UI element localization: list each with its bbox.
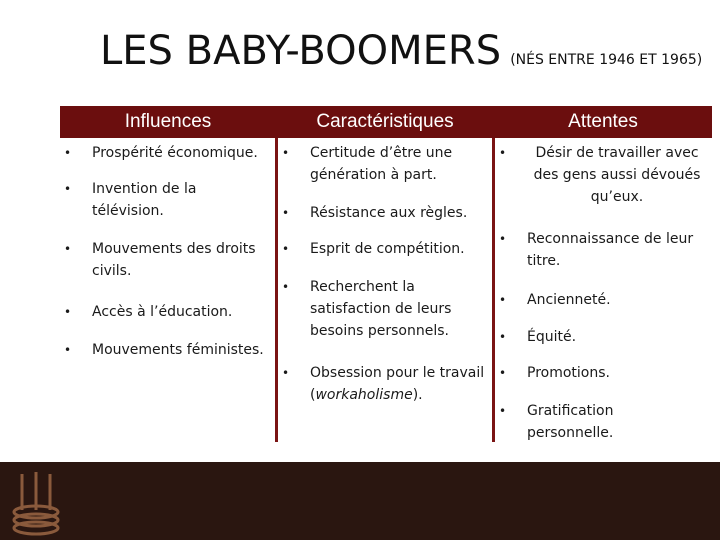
list-item: • Résistance aux règles.: [310, 202, 490, 224]
list-item: • Esprit de compétition.: [310, 238, 490, 260]
list-item: • Recherchent la satisfaction de leurs besoins personnels.: [310, 276, 470, 342]
bullet: •: [282, 366, 290, 380]
list-item: • Équité.: [527, 326, 707, 348]
header-influences: Influences: [60, 106, 276, 138]
list-item: • Mouvements féministes.: [92, 339, 277, 361]
bullet: •: [499, 293, 507, 307]
bullet: •: [499, 404, 507, 418]
list-item: • Gratification personnelle.: [527, 400, 677, 444]
page-title-subtitle: (NÉS ENTRE 1946 ET 1965): [510, 52, 703, 68]
footer-band: [0, 462, 720, 540]
list-item: • Accès à l’éducation.: [92, 301, 272, 323]
column-divider-1: [275, 138, 278, 442]
bullet: •: [64, 305, 72, 319]
list-item: • Prospérité économique.: [92, 142, 277, 164]
list-item: • Désir de travailler avec des gens aussi dévoués qu’eux.: [527, 142, 707, 208]
bullet: •: [282, 242, 290, 256]
list-item: • Ancienneté.: [527, 289, 707, 311]
list-item: • Reconnaissance de leur titre.: [527, 228, 707, 272]
workaholisme-term: workaholisme: [315, 387, 413, 403]
header-caracteristiques: Caractéristiques: [276, 106, 494, 138]
list-item: • Promotions.: [527, 362, 707, 384]
bullet: •: [499, 366, 507, 380]
page-title: [100, 28, 702, 74]
list-item: • Mouvements des droits civils.: [92, 238, 272, 282]
column-divider-2: [492, 138, 495, 442]
list-item: • Obsession pour le travail (workaholisme).: [310, 362, 492, 406]
bullet: •: [282, 146, 290, 160]
bullet: •: [499, 330, 507, 344]
list-item: • Certitude d’être une génération à part.: [310, 142, 480, 186]
bullet: •: [64, 146, 72, 160]
bullet: •: [282, 206, 290, 220]
bullet: •: [64, 343, 72, 357]
page-title-main: LES BABY-BOOMERS: [100, 28, 502, 74]
bullet: •: [282, 280, 290, 294]
stacked-rings-logo-icon: [8, 468, 64, 536]
bullet: •: [499, 232, 507, 246]
bullet: •: [64, 182, 72, 196]
list-item: • Invention de la télévision.: [92, 178, 242, 222]
bullet: •: [499, 146, 507, 160]
bullet: •: [64, 242, 72, 256]
header-attentes: Attentes: [494, 106, 712, 138]
